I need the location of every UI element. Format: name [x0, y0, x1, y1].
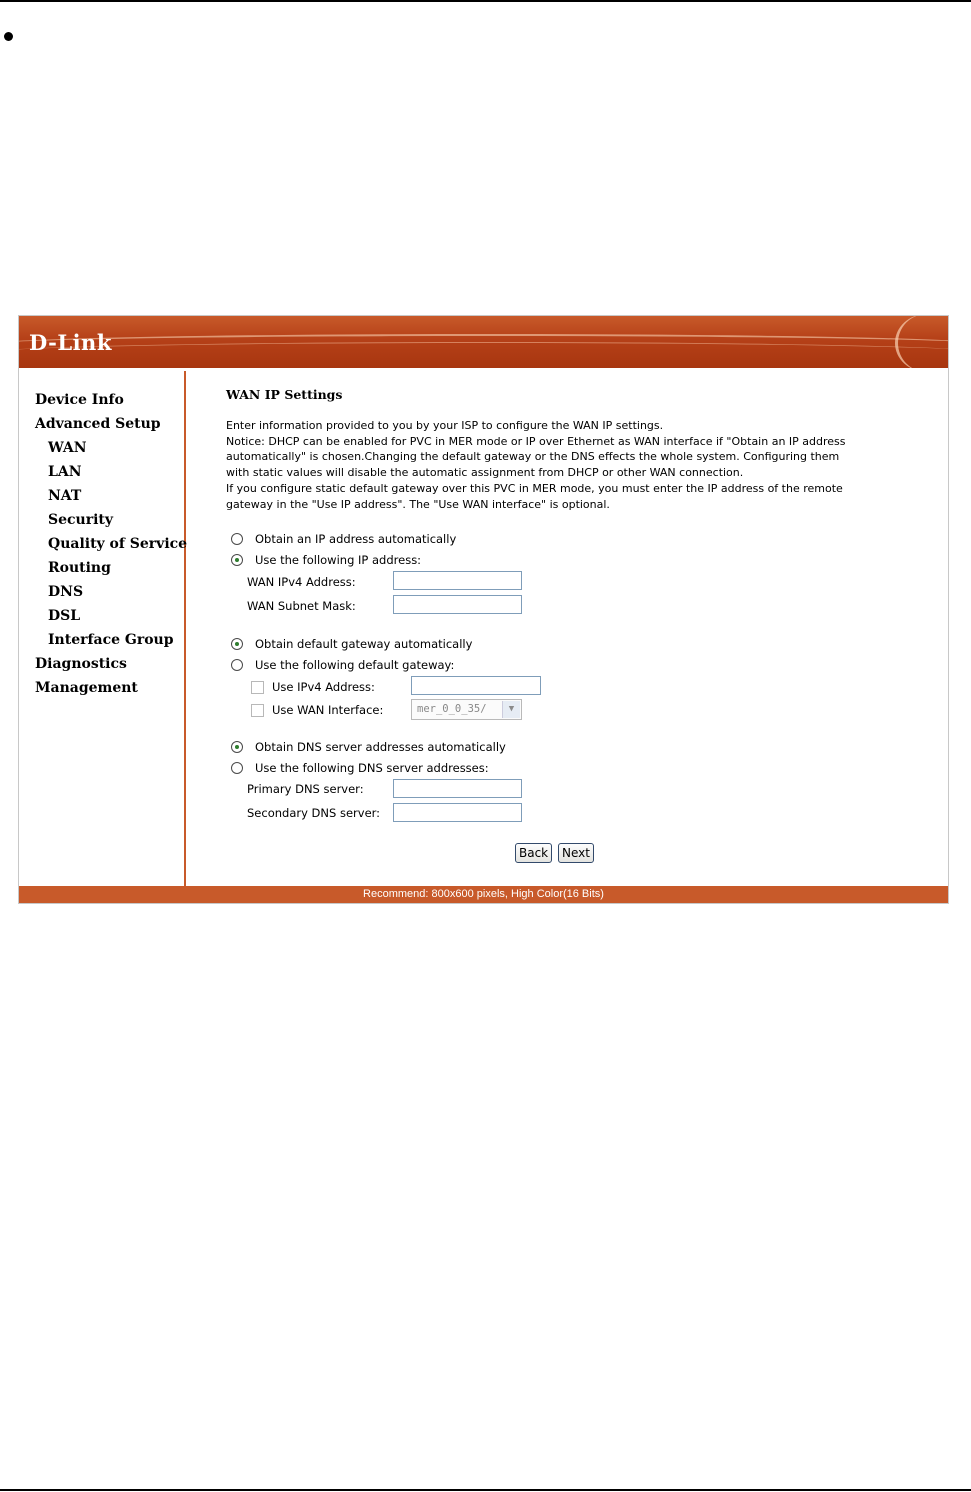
sidebar-item-advanced-setup[interactable]: Advanced Setup: [35, 416, 161, 432]
ip-manual-radio[interactable]: [231, 554, 243, 566]
wan-interface-select[interactable]: [411, 699, 522, 720]
sidebar-nav: [20, 371, 186, 886]
header-banner: [19, 316, 948, 368]
sidebar-item-management[interactable]: Management: [35, 680, 138, 696]
use-wan-interface-label: Use WAN Interface:: [272, 703, 384, 717]
page-title: WAN IP Settings: [226, 387, 343, 402]
banner-swoosh: [19, 342, 948, 365]
footer-bar: Recommend: 800x600 pixels, High Color(16 Bits): [19, 886, 948, 903]
ip-auto-label: Obtain an IP address automatically: [255, 532, 457, 546]
gateway-manual-radio[interactable]: [231, 659, 243, 671]
router-screenshot: [18, 315, 949, 904]
sidebar-item-diagnostics[interactable]: Diagnostics: [35, 656, 127, 672]
gateway-auto-label: Obtain default gateway automatically: [255, 637, 473, 651]
dns-auto-radio[interactable]: [231, 741, 243, 753]
description-line: Enter information provided to you by your ISP to configure the WAN IP settings.: [226, 419, 664, 432]
description-line: gateway in the "Use IP address". The "Use WAN interface" is optional.: [226, 497, 610, 511]
sidebar-item-quality-of-service[interactable]: Quality of Service: [48, 536, 188, 552]
wan-ipv4-label: WAN IPv4 Address:: [247, 575, 356, 589]
page-top-rule: [0, 0, 971, 2]
dns-manual-label: Use the following DNS server addresses:: [255, 761, 489, 775]
description-line: Notice: DHCP can be enabled for PVC in MER mode or IP over Ethernet as WAN interface if "Obtain an IP address: [226, 434, 846, 448]
page-bottom-rule: [0, 1489, 971, 1491]
secondary-dns-label: Secondary DNS server:: [247, 806, 381, 820]
use-ipv4-checkbox[interactable]: [251, 681, 264, 694]
bullet-icon: [4, 32, 13, 41]
sidebar-item-dsl[interactable]: DSL: [48, 608, 81, 624]
sidebar-item-device-info[interactable]: Device Info: [35, 392, 124, 408]
description-line: automatically" is chosen.Changing the default gateway or the DNS effects the whole system. Configuring them: [226, 450, 840, 464]
wan-subnet-mask-input[interactable]: [393, 595, 522, 614]
next-button[interactable]: Next: [558, 843, 594, 863]
sidebar-item-dns[interactable]: DNS: [48, 584, 84, 600]
primary-dns-input[interactable]: [393, 779, 522, 798]
sidebar-item-routing[interactable]: Routing: [48, 560, 111, 576]
gateway-manual-label: Use the following default gateway:: [255, 658, 455, 672]
description-line: If you configure static default gateway over this PVC in MER mode, you must enter the IP address of the remote: [226, 481, 843, 495]
back-button[interactable]: Back: [515, 843, 552, 863]
sidebar-item-security[interactable]: Security: [48, 512, 114, 528]
description-line: with static values will disable the automatic assignment from DHCP or other WAN connection.: [226, 466, 744, 480]
wan-subnet-mask-label: WAN Subnet Mask:: [247, 599, 356, 613]
sidebar-item-lan[interactable]: LAN: [48, 464, 82, 480]
use-wan-interface-checkbox[interactable]: [251, 704, 264, 717]
sidebar-item-nat[interactable]: NAT: [48, 488, 82, 504]
use-ipv4-input[interactable]: [411, 676, 541, 695]
dns-manual-radio[interactable]: [231, 762, 243, 774]
banner-curve: [895, 316, 948, 368]
description: [226, 418, 886, 512]
gateway-auto-radio[interactable]: [231, 638, 243, 650]
ip-manual-label: Use the following IP address:: [255, 553, 422, 567]
dns-auto-label: Obtain DNS server addresses automatically: [255, 740, 506, 754]
primary-dns-label: Primary DNS server:: [247, 782, 364, 796]
use-ipv4-label: Use IPv4 Address:: [272, 680, 375, 694]
wan-interface-value: mer_0_0_35/: [417, 703, 487, 715]
secondary-dns-input[interactable]: [393, 803, 522, 822]
sidebar-item-interface-group[interactable]: Interface Group: [48, 632, 174, 648]
dlink-logo: D-Link: [29, 330, 112, 355]
ip-auto-radio[interactable]: [231, 533, 243, 545]
sidebar-item-wan[interactable]: WAN: [48, 440, 87, 456]
chevron-down-icon[interactable]: ▼: [502, 701, 520, 718]
wan-ipv4-input[interactable]: [393, 571, 522, 590]
main-content: [187, 371, 947, 886]
